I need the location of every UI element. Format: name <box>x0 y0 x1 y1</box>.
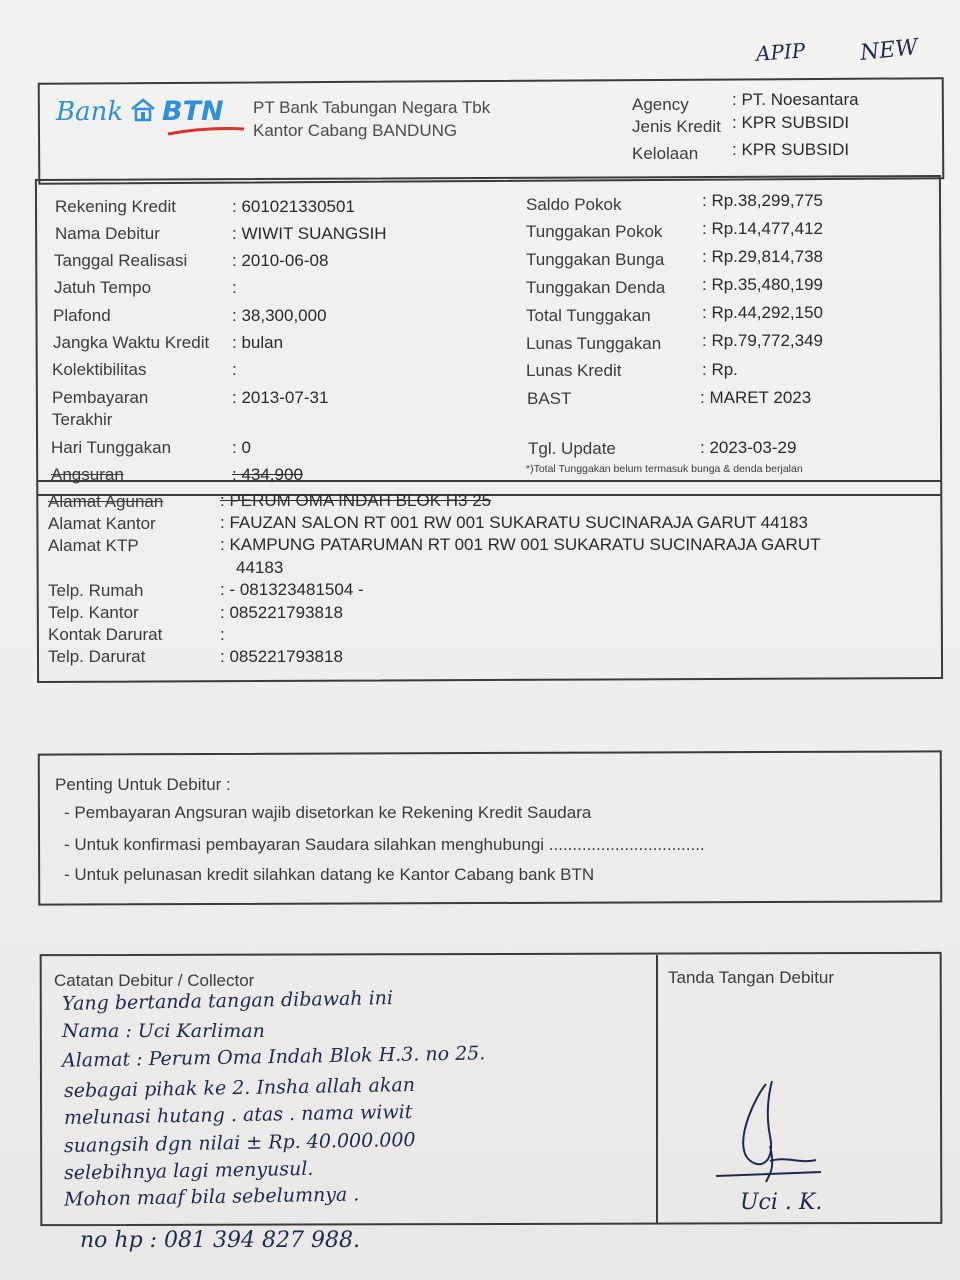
field-label-plafond: Plafond <box>53 306 111 325</box>
field-value-saldo-pokok: : Rp.38,299,775 <box>702 191 823 210</box>
field-value-tunggakan-denda: : Rp.35,480,199 <box>702 275 823 294</box>
field-value-rekening: : 601021330501 <box>232 197 355 216</box>
field-label-nama: Nama Debitur <box>55 224 160 243</box>
field-label-jangka: Jangka Waktu Kredit <box>53 333 210 352</box>
field-value-nama: : WIWIT SUANGSIH <box>232 224 387 243</box>
address-label-telp-darurat: Telp. Darurat <box>48 647 146 666</box>
field-value-bast: : MARET 2023 <box>700 388 812 407</box>
notice-item: - Untuk pelunasan kredit silahkan datang ke Kantor Cabang bank BTN <box>64 865 595 884</box>
address-value-telp-rumah: : - 081323481504 - <box>220 580 364 599</box>
meta-value-kelolaan: : KPR SUBSIDI <box>732 140 850 159</box>
field-label-tunggakan-pokok: Tunggakan Pokok <box>526 222 663 241</box>
field-value-total-tunggakan: : Rp.44,292,150 <box>702 303 823 322</box>
field-label-tunggakan-bunga: Tunggakan Bunga <box>526 250 665 269</box>
address-label-agunan: Alamat Agunan <box>48 492 164 511</box>
address-label-ktp: Alamat KTP <box>48 536 139 555</box>
corner-note-apip: APIP <box>755 38 807 66</box>
field-label-hari: Hari Tunggakan <box>51 438 172 457</box>
notes-title: Catatan Debitur / Collector <box>54 971 255 990</box>
handwritten-line: Alamat : Perum Oma Indah Blok H.3. no 25. <box>61 1042 486 1072</box>
field-value-tunggakan-bunga: : Rp.29,814,738 <box>702 247 823 266</box>
address-label-kantor: Alamat Kantor <box>48 514 156 533</box>
logo-swoosh <box>166 126 246 136</box>
meta-value-jenis-kredit: : KPR SUBSIDI <box>732 113 850 132</box>
field-label-bast: BAST <box>527 389 572 408</box>
address-value-ktp: : KAMPUNG PATARUMAN RT 001 RW 001 SUKARATU SUCINARAJA GARUT <box>220 535 821 554</box>
section-divider <box>38 480 942 482</box>
logo-text-btn: BTN <box>162 96 224 127</box>
notice-title: Penting Untuk Debitur : <box>55 775 231 794</box>
field-value-hari: : 0 <box>232 438 251 457</box>
field-label-pembayaran: Pembayaran <box>52 388 149 407</box>
address-label-kontak-darurat: Kontak Darurat <box>48 625 163 644</box>
house-icon <box>130 97 156 123</box>
signature-drawing <box>706 1076 836 1186</box>
field-label-rekening: Rekening Kredit <box>55 197 176 216</box>
address-value-telp-darurat: : 085221793818 <box>220 647 343 666</box>
field-value-plafond: : 38,300,000 <box>232 306 327 325</box>
address-value-kantor: : FAUZAN SALON RT 001 RW 001 SUKARATU SUCINARAJA GARUT 44183 <box>220 513 808 532</box>
notes-divider <box>656 955 658 1223</box>
field-value-tanggal: : 2010-06-08 <box>232 251 329 270</box>
field-label-lunas-kredit: Lunas Kredit <box>526 361 622 380</box>
phone-note: no hp : 081 394 827 988. <box>80 1228 360 1253</box>
meta-label-jenis-kredit: Jenis Kredit <box>632 117 721 136</box>
field-label-jatuh: Jatuh Tempo <box>54 278 152 297</box>
field-value-lunas-kredit: : Rp. <box>702 360 738 379</box>
address-label-telp-rumah: Telp. Rumah <box>48 581 144 600</box>
field-label-lunas-tunggakan: Lunas Tunggakan <box>526 334 662 353</box>
handwritten-line: suangsih dgn nilai ± Rp. 40.000.000 <box>63 1128 416 1158</box>
handwritten-line: selebihnya lagi menyusul. <box>63 1157 314 1185</box>
address-value-agunan: : PERUM OMA INDAH BLOK H3 25 <box>220 491 492 510</box>
handwritten-line: melunasi hutang . atas . nama wiwit <box>63 1100 413 1130</box>
handwritten-line: sebagai pihak ke 2. Insha allah akan <box>63 1073 416 1103</box>
notice-item: - Pembayaran Angsuran wajib disetorkan ke Rekening Kredit Saudara <box>64 803 592 822</box>
branch-name: Kantor Cabang BANDUNG <box>253 121 458 140</box>
address-value-telp-kantor: : 085221793818 <box>220 603 343 622</box>
field-value-kolektibilitas: : <box>232 360 237 379</box>
field-label-tanggal: Tanggal Realisasi <box>54 251 188 270</box>
notice-item: - Untuk konfirmasi pembayaran Saudara silahkan menghubungi ................................. <box>64 835 705 854</box>
field-value-lunas-tunggakan: : Rp.79,772,349 <box>702 331 823 350</box>
field-label-terakhir: Terakhir <box>52 410 113 429</box>
field-value-jatuh: : <box>232 278 237 297</box>
logo-text-bank: Bank <box>56 97 124 127</box>
field-value-pembayaran: : 2013-07-31 <box>232 388 329 407</box>
field-label-tunggakan-denda: Tunggakan Denda <box>526 278 666 297</box>
field-label-total-tunggakan: Total Tunggakan <box>526 306 651 325</box>
field-value-jangka: : bulan <box>232 333 284 352</box>
handwritten-line: Mohon maaf bila sebelumnya . <box>63 1183 360 1211</box>
field-label-saldo-pokok: Saldo Pokok <box>526 195 622 214</box>
address-value-kontak-darurat: : <box>220 625 225 644</box>
meta-value-agency: : PT. Noesantara <box>732 90 859 109</box>
field-value-tgl-update: : 2023-03-29 <box>700 438 797 457</box>
field-label-angsuran: Angsuran <box>51 465 124 484</box>
handwritten-line: Yang bertanda tangan dibawah ini <box>61 987 394 1015</box>
signature-title: Tanda Tangan Debitur <box>668 968 835 987</box>
meta-label-kelolaan: Kelolaan <box>632 144 699 163</box>
address-value-ktp-cont: 44183 <box>236 558 284 577</box>
field-value-tunggakan-pokok: : Rp.14,477,412 <box>702 219 823 238</box>
footnote: *)Total Tunggakan belum termasuk bunga & denda berjalan <box>526 463 803 475</box>
corner-note-new: NEW <box>858 35 920 66</box>
field-label-tgl-update: Tgl. Update <box>528 439 616 458</box>
bank-name: PT Bank Tabungan Negara Tbk <box>253 98 491 117</box>
bank-logo <box>56 96 224 127</box>
signature-name: Uci . K. <box>740 1190 823 1215</box>
meta-label-agency: Agency <box>632 95 689 114</box>
handwritten-line: Nama : Uci Karliman <box>62 1020 265 1042</box>
field-label-kolektibilitas: Kolektibilitas <box>52 360 147 379</box>
field-value-angsuran: : 434,900 <box>232 465 303 484</box>
address-label-telp-kantor: Telp. Kantor <box>48 603 139 622</box>
